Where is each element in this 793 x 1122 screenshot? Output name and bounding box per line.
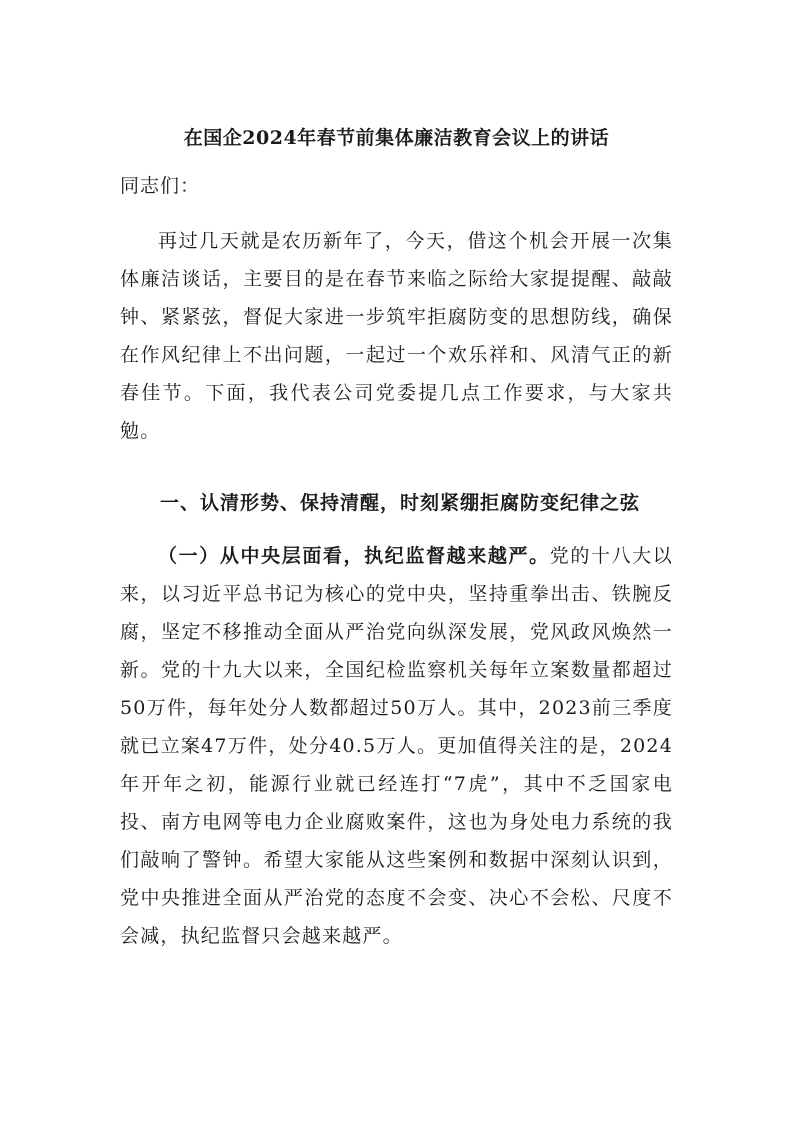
- document-title: 在国企2024年春节前集体廉洁教育会议上的讲话: [183, 127, 610, 149]
- subsection-lead: （一）从中央层面看，执纪监督越来越严。: [158, 545, 550, 567]
- salutation: 同志们：: [120, 175, 201, 197]
- section-heading-1: 一、认清形势、保持清醒，时刻紧绷拒腐防变纪律之弦: [160, 492, 641, 514]
- subsection-body: 党的十八大以来，以习近平总书记为核心的党中央，坚持重拳出击、铁腕反腐，坚定不移推动全面从严治党向纵深发展，党风政风焕然一新。党的十九大以来，全国纪检监察机关每年立案数量都超过50万件，每年处分人数都超过50万人。其中，2023前三季度就已立案47万件，处分40.5万人。更加值得关注的是，2024年开年之初，能源行业就已经连打“7虎”，其中不乏国家电投、南方电网等电力企业腐败案件，这也为身处电力系统的我们敲响了警钟。希望大家能从这些案例和数据中深刻认识到，党中央推进全面从严治党的态度不会变、决心不会松、尺度不会减，执纪监督只会越来越严。: [120, 545, 673, 947]
- subsection-paragraph-1: [120, 537, 673, 955]
- intro-paragraph: 再过几天就是农历新年了，今天，借这个机会开展一次集体廉洁谈话，主要目的是在春节来临之际给大家提提醒、敲敲钟、紧紧弦，督促大家进一步筑牢拒腐防变的思想防线，确保在作风纪律上不出问题，一起过一个欢乐祥和、风清气正的新春佳节。下面，我代表公司党委提几点工作要求，与大家共勉。: [120, 230, 673, 442]
